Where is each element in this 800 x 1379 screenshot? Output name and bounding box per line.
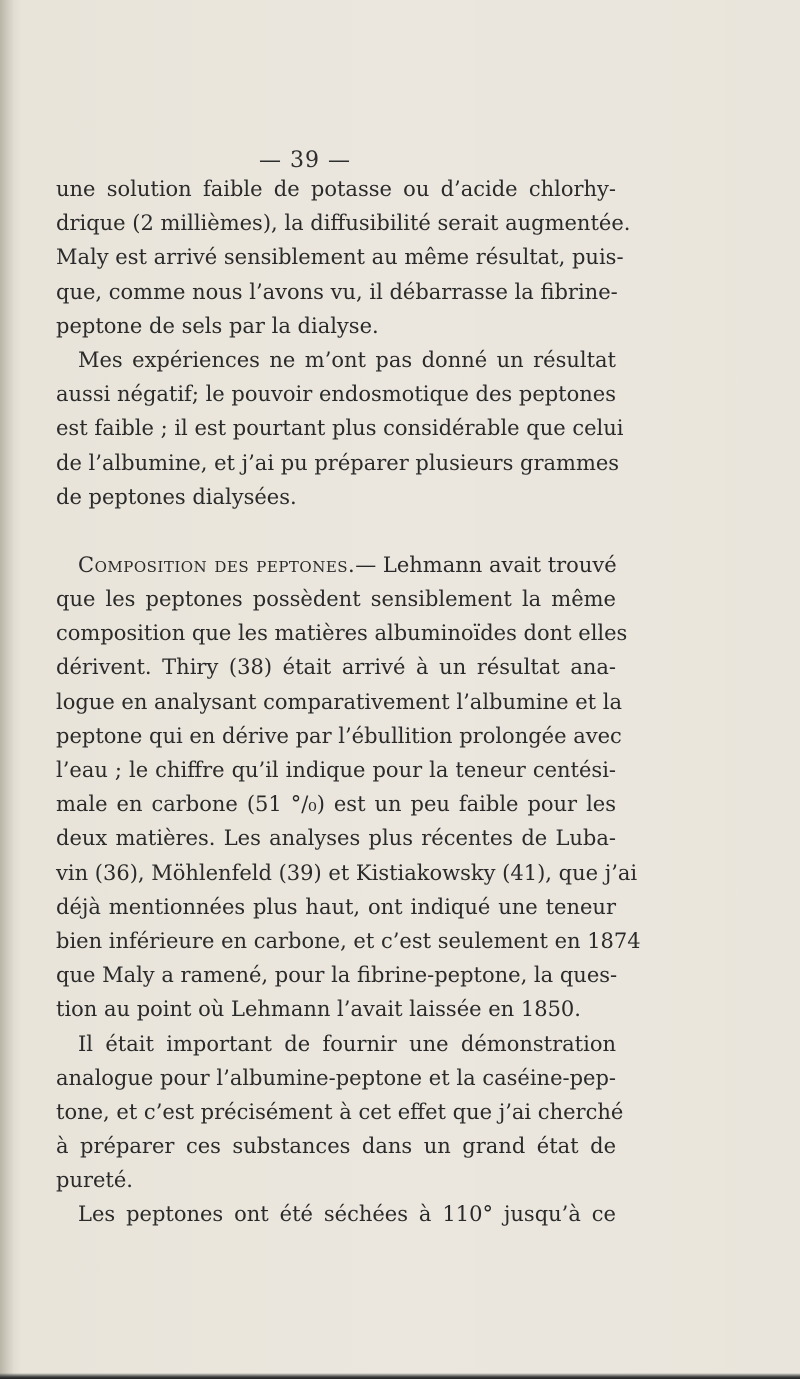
page-bottom-edge — [0, 1373, 800, 1379]
text-line: Les peptones ont été séchées à 110° jusqu’à ce — [78, 1202, 616, 1227]
text-line: logue en analysant comparativement l’albumine et la — [56, 689, 623, 714]
text-line: l’eau ; le chiffre qu’il indique pour la teneur centési- — [56, 758, 616, 782]
text-line: aussi négatif; le pouvoir endosmotique des peptones — [56, 382, 616, 407]
text-line: déjà mentionnées plus haut, ont indiqué une teneur — [56, 894, 616, 919]
text-line: Mes expériences ne m’ont pas donné un résultat — [78, 347, 616, 372]
text-line: Maly est arrivé sensiblement au même résultat, puis- — [56, 245, 624, 270]
text-line: une solution faible de potasse ou d’acide chlorhy- — [56, 177, 616, 201]
text-line: vin (36), Möhlenfeld (39) et Kistiakowsky (41), que j’ai — [56, 860, 638, 885]
text-line: dérivent. Thiry (38) était arrivé à un résultat ana- — [56, 655, 616, 680]
text-line: bien inférieure en carbone, et c’est seulement en 1874 — [56, 928, 641, 953]
text-line: que, comme nous l’avons vu, il débarrasse la fibrine- — [56, 279, 618, 304]
page-number: — 39 — — [259, 148, 351, 173]
text-line: composition que les matières albuminoïdes dont elles — [56, 621, 628, 646]
text-line: deux matières. Les analyses plus récentes de Luba- — [56, 826, 616, 851]
heading-line-rest: — Lehmann avait trouvé — [355, 552, 617, 577]
section-heading-line — [56, 548, 616, 582]
text-line: à préparer ces substances dans un grand état de — [56, 1134, 616, 1159]
text-line: Il était important de fournir une démonstration — [78, 1031, 616, 1056]
text-line: analogue pour l’albumine-peptone et la caséine-pep- — [56, 1065, 616, 1090]
text-line: drique (2 millièmes), la diffusibilité serait augmentée. — [56, 211, 631, 236]
body-text — [56, 172, 641, 1232]
section-heading: Composition des peptones. — [78, 552, 356, 577]
text-line: male en carbone (51 °/₀) est un peu faible pour les — [56, 792, 616, 817]
text-line: peptone de sels par la dialyse. — [56, 313, 379, 338]
paragraph-gap — [56, 514, 616, 548]
text-line: que les peptones possèdent sensiblement la même — [56, 587, 616, 612]
text-line: tone, et c’est précisément à cet effet que j’ai cherché — [56, 1099, 624, 1124]
text-line: peptone qui en dérive par l’ébullition prolongée avec — [56, 723, 622, 748]
text-line: est faible ; il est pourtant plus considérable que celui — [56, 416, 624, 441]
page-binding-edge — [0, 0, 14, 1379]
text-line: de peptones dialysées. — [56, 484, 297, 509]
text-line: de l’albumine, et j’ai pu préparer plusieurs grammes — [56, 450, 620, 475]
text-line: que Maly a ramené, pour la fibrine-peptone, la ques- — [56, 963, 618, 988]
text-line: tion au point où Lehmann l’avait laissée en 1850. — [56, 997, 581, 1022]
text-line: pureté. — [56, 1168, 133, 1193]
